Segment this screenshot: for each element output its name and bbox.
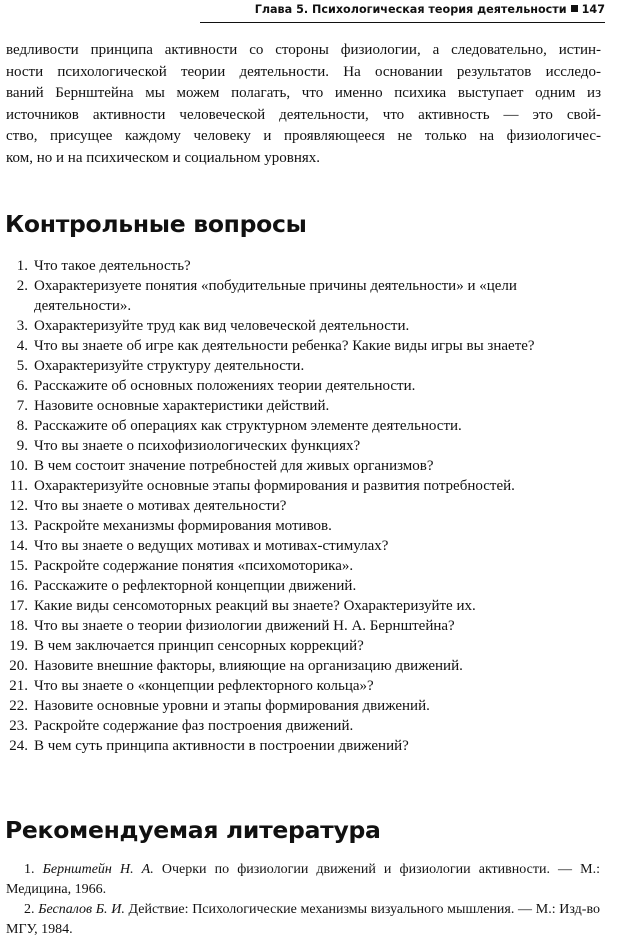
reference-number: 1. <box>24 862 35 877</box>
question-item <box>6 736 606 756</box>
question-text: Охарактеризуйте структуру деятельности. <box>34 358 305 374</box>
question-text: Какие виды сенсомоторных реакций вы знаете? Охарактеризуйте их. <box>34 598 476 614</box>
question-item <box>6 696 606 716</box>
question-item <box>6 396 606 416</box>
question-item <box>6 676 606 696</box>
question-item <box>6 616 606 636</box>
question-text: Расскажите об основных положениях теории деятельности. <box>34 378 416 394</box>
question-text: В чем суть принципа активности в построении движений? <box>34 738 409 754</box>
question-number: 11. <box>9 478 28 494</box>
question-item <box>6 356 606 376</box>
references-list <box>6 860 600 940</box>
question-item <box>6 416 606 436</box>
question-text: Расскажите об операциях как структурном элементе деятельности. <box>34 418 462 434</box>
paragraph-line: ведливости принципа активности со стороны физиологии, а следовательно, истин- <box>6 42 601 58</box>
question-number: 23. <box>9 718 28 734</box>
question-item <box>6 256 606 276</box>
question-number: 2. <box>16 278 28 294</box>
question-item <box>6 556 606 576</box>
question-number: 1. <box>16 258 28 274</box>
question-number: 16. <box>9 578 28 594</box>
question-text: В чем заключается принцип сенсорных коррекций? <box>34 638 364 654</box>
question-number: 6. <box>16 378 28 394</box>
question-number: 4. <box>16 338 28 354</box>
question-text: Охарактеризуйте труд как вид человеческой деятельности. <box>34 318 410 334</box>
question-text: Что вы знаете о теории физиологии движений Н. А. Бернштейна? <box>34 618 455 634</box>
question-text: Раскройте содержание понятия «психомоторика». <box>34 558 354 574</box>
question-number: 21. <box>9 678 28 694</box>
question-item <box>6 496 606 516</box>
question-number: 5. <box>16 358 28 374</box>
question-text: Что вы знаете об игре как деятельности ребенка? Какие виды игры вы знаете? <box>34 338 535 354</box>
question-text: Что такое деятельность? <box>34 258 191 274</box>
question-item <box>6 636 606 656</box>
reference-item <box>6 900 600 940</box>
question-item <box>6 276 606 316</box>
question-text: Охарактеризуйте основные этапы формирования и развития потребностей. <box>34 478 515 494</box>
square-bullet-icon <box>571 5 578 12</box>
reference-author: Бернштейн Н. А. <box>42 862 154 877</box>
question-number: 14. <box>9 538 28 554</box>
question-text: Раскройте содержание фаз построения движений. <box>34 718 354 734</box>
paragraph-line: ности психологической теории деятельности. На основании результатов исследо- <box>6 63 601 80</box>
question-item <box>6 376 606 396</box>
reference-text: Действие: Психологические механизмы визуального мышления. — М.: Изд-во МГУ, 1984. <box>6 902 600 937</box>
paragraph-line: ком, но и на психическом и социальном уровнях. <box>6 149 321 166</box>
paragraph-line: источников активности человеческой деятельности, что активность — это свой- <box>6 106 601 123</box>
paragraph-line: ваний Бернштейна мы можем полагать, что именно психика выступает одним из <box>6 85 601 101</box>
reference-number: 2. <box>24 902 35 917</box>
question-item <box>6 456 606 476</box>
question-number: 12. <box>9 498 28 514</box>
question-text: Что вы знаете о «концепции рефлекторного кольца»? <box>34 678 374 694</box>
question-number: 7. <box>16 398 28 414</box>
reference-text: Очерки по физиологии движений и физиологии активности. — М.: Медицина, 1966. <box>6 862 600 897</box>
question-item <box>6 576 606 596</box>
questions-heading: Контрольные вопросы <box>5 210 307 238</box>
running-header <box>200 0 605 23</box>
question-text: Охарактеризуете понятия «побудительные причины деятельности» и «цели деятельности». <box>34 278 517 314</box>
reference-author: Беспалов Б. И. <box>38 902 125 917</box>
page-number: 147 <box>581 3 605 16</box>
intro-paragraph <box>6 40 601 169</box>
literature-heading: Рекомендуемая литература <box>5 816 381 844</box>
question-number: 13. <box>9 518 28 534</box>
question-text: В чем состоит значение потребностей для живых организмов? <box>34 458 434 474</box>
question-item <box>6 656 606 676</box>
question-item <box>6 596 606 616</box>
question-number: 9. <box>16 438 28 454</box>
chapter-title: Глава 5. Психологическая теория деятельности <box>254 3 567 16</box>
question-item <box>6 536 606 556</box>
question-number: 3. <box>16 318 28 334</box>
question-text: Что вы знаете о ведущих мотивах и мотивах-стимулах? <box>34 538 389 554</box>
question-number: 8. <box>16 418 28 434</box>
question-number: 10. <box>9 458 28 474</box>
question-text: Назовите основные характеристики действий. <box>34 398 330 414</box>
question-item <box>6 316 606 336</box>
question-number: 17. <box>9 598 28 614</box>
question-number: 18. <box>9 618 28 634</box>
question-number: 22. <box>9 698 28 714</box>
question-number: 19. <box>9 638 28 654</box>
question-number: 20. <box>9 658 28 674</box>
question-number: 15. <box>9 558 28 574</box>
question-item <box>6 716 606 736</box>
question-text: Раскройте механизмы формирования мотивов. <box>34 518 332 534</box>
questions-list <box>6 256 606 756</box>
question-number: 24. <box>9 738 28 754</box>
question-text: Назовите внешние факторы, влияющие на организацию движений. <box>34 658 463 674</box>
reference-item <box>6 860 600 900</box>
paragraph-line: ство, присущее каждому человеку и проявляющееся не только на физиологичес- <box>6 128 601 144</box>
question-text: Назовите основные уровни и этапы формирования движений. <box>34 698 430 714</box>
question-item <box>6 516 606 536</box>
question-item <box>6 476 606 496</box>
question-item <box>6 436 606 456</box>
question-text: Что вы знаете о психофизиологических функциях? <box>34 438 361 454</box>
question-text: Расскажите о рефлекторной концепции движений. <box>34 578 357 594</box>
question-text: Что вы знаете о мотивах деятельности? <box>34 498 287 514</box>
question-item <box>6 336 606 356</box>
